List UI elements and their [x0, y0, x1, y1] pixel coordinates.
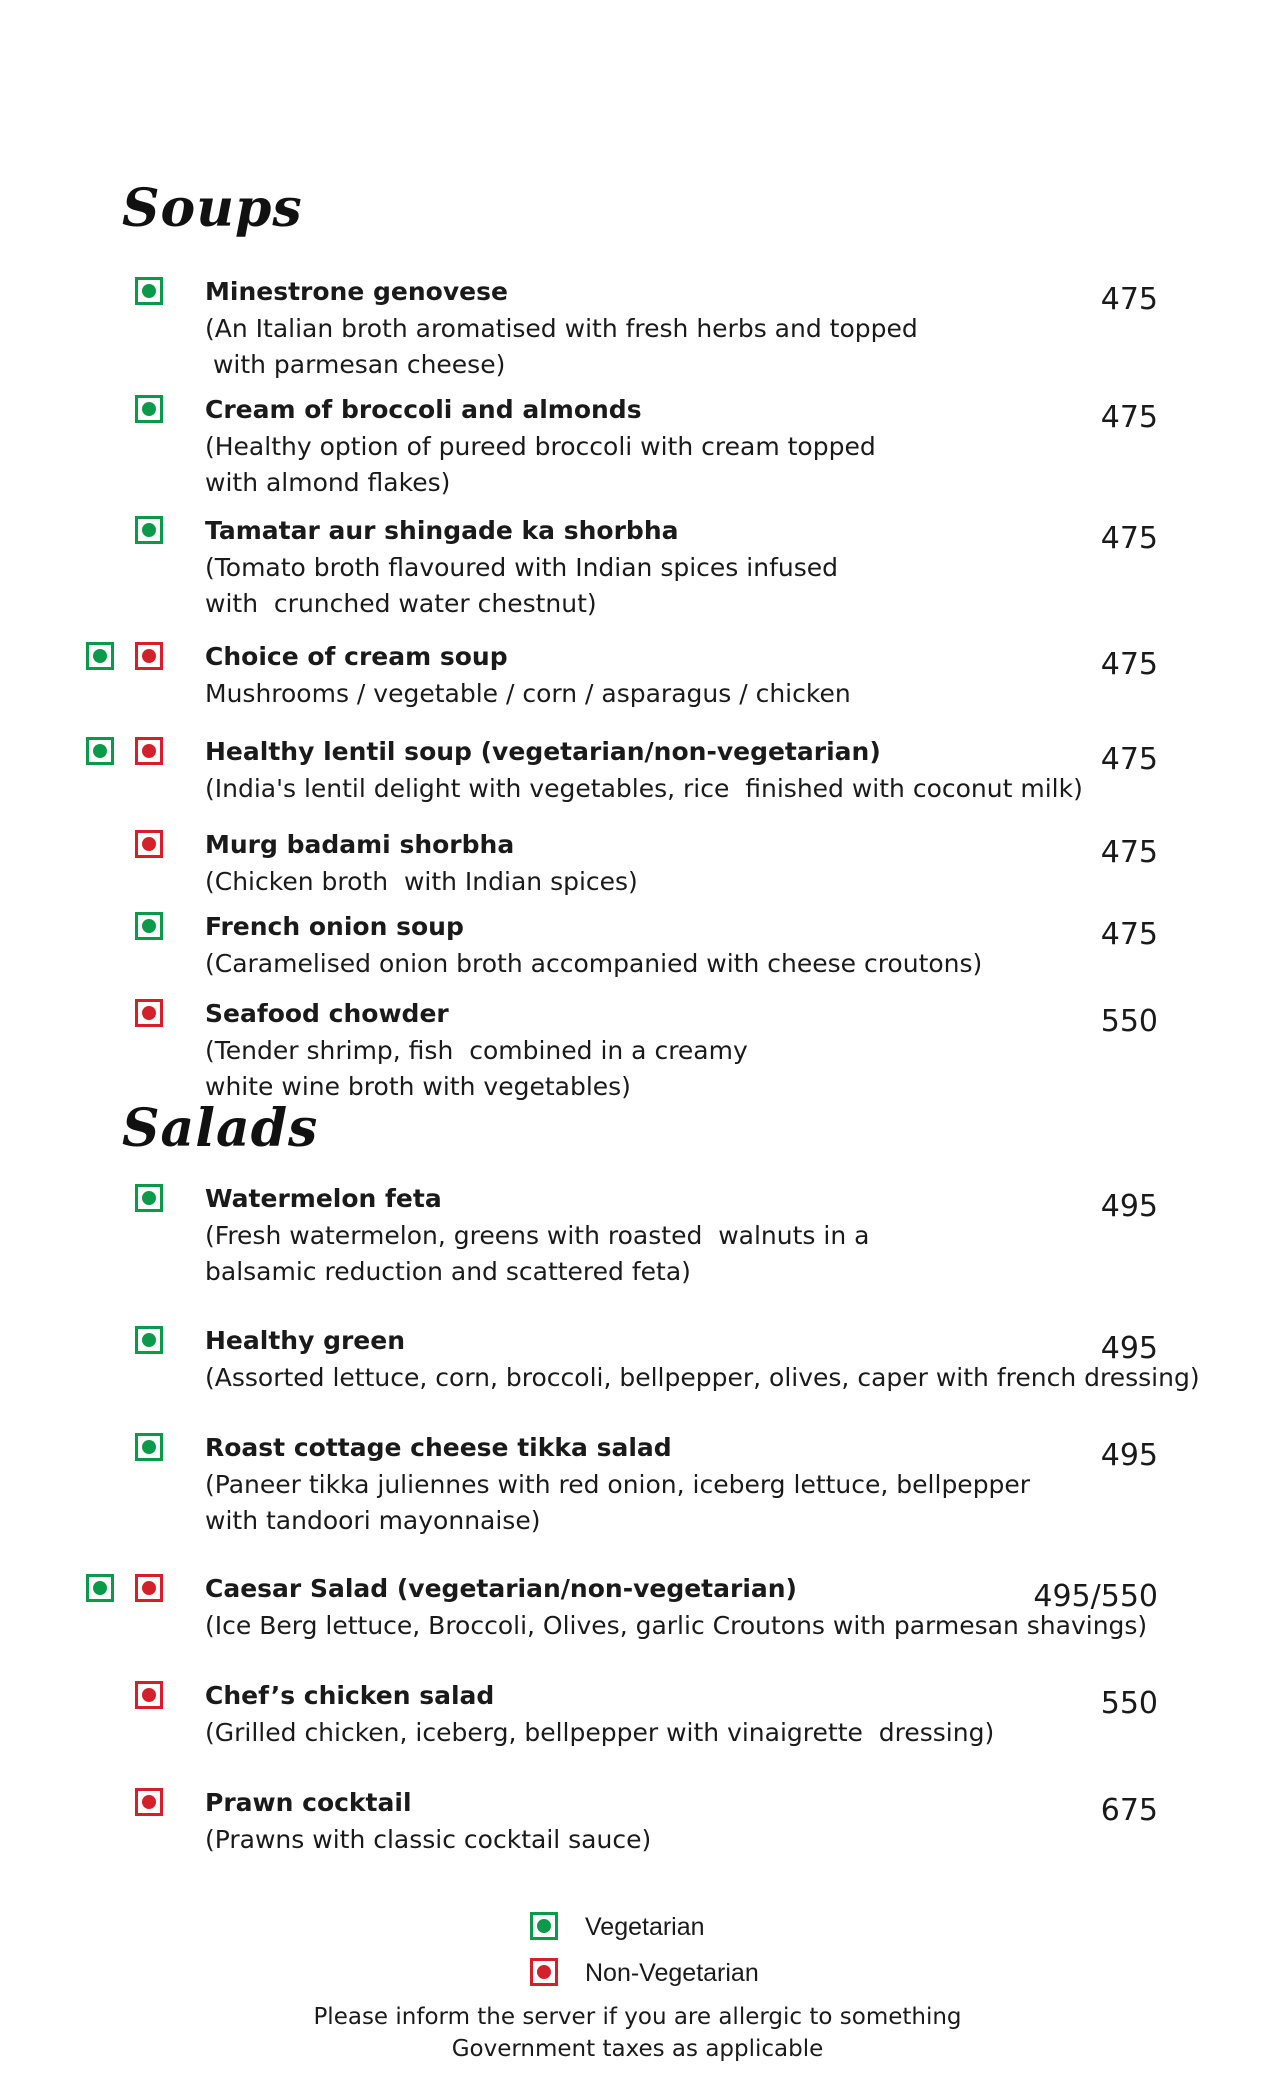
veg-mark-icon: [86, 737, 114, 765]
item-description: (Assorted lettuce, corn, broccoli, bellpepper, olives, caper with french dressing): [205, 1363, 1200, 1392]
item-price: 475: [1100, 742, 1158, 777]
item-name: Cream of broccoli and almonds: [205, 395, 642, 424]
item-description: (Tomato broth flavoured with Indian spices infused with crunched water chestnut): [205, 553, 838, 618]
legend-nonveg: [530, 1956, 930, 1990]
veg-mark-icon: [86, 642, 114, 670]
item-description: (Caramelised onion broth accompanied with cheese croutons): [205, 949, 983, 978]
item-price: 475: [1100, 521, 1158, 556]
item-description: (Prawns with classic cocktail sauce): [205, 1825, 652, 1854]
item-price: 475: [1100, 835, 1158, 870]
allergy-note: Please inform the server if you are allergic to something: [313, 2004, 962, 2030]
veg-mark-icon: [135, 1433, 163, 1461]
veg-mark-icon: [135, 1326, 163, 1354]
nonveg-mark-icon: [135, 1574, 163, 1602]
item-name: Healthy lentil soup (vegetarian/non-vegetarian): [205, 737, 881, 766]
veg-mark-icon: [86, 1574, 114, 1602]
item-description: (Paneer tikka juliennes with red onion, iceberg lettuce, bellpepper with tandoori mayonnaise): [205, 1470, 1031, 1535]
item-price: 495/550: [1033, 1579, 1158, 1614]
item-price: 495: [1100, 1438, 1158, 1473]
item-price: 495: [1100, 1331, 1158, 1366]
item-description: (Grilled chicken, iceberg, bellpepper with vinaigrette dressing): [205, 1718, 995, 1747]
item-name: French onion soup: [205, 912, 464, 941]
item-description: Mushrooms / vegetable / corn / asparagus / chicken: [205, 679, 851, 708]
item-price: 675: [1100, 1793, 1158, 1828]
nonveg-mark-icon: [135, 1788, 163, 1816]
legend-veg-label: Vegetarian: [585, 1913, 705, 1941]
item-price: 550: [1100, 1004, 1158, 1039]
soups-heading: Soups: [122, 178, 303, 239]
item-description: (Fresh watermelon, greens with roasted walnuts in a balsamic reduction and scattered feta): [205, 1221, 870, 1286]
item-description: (Chicken broth with Indian spices): [205, 867, 638, 896]
item-description: (Healthy option of pureed broccoli with cream topped with almond flakes): [205, 432, 876, 497]
salads-heading: Salads: [122, 1098, 319, 1159]
item-name: Murg badami shorbha: [205, 830, 515, 859]
veg-mark-icon: [135, 395, 163, 423]
item-name: Choice of cream soup: [205, 642, 508, 671]
veg-mark-icon: [135, 912, 163, 940]
tax-note: Government taxes as applicable: [451, 2036, 824, 2062]
nonveg-mark-icon: [135, 642, 163, 670]
item-description: (India's lentil delight with vegetables, rice finished with coconut milk): [205, 774, 1083, 803]
legend-veg: [530, 1910, 930, 1944]
veg-mark-icon: [530, 1912, 558, 1940]
item-price: 475: [1100, 400, 1158, 435]
veg-mark-icon: [135, 516, 163, 544]
item-name: Prawn cocktail: [205, 1788, 412, 1817]
item-name: Tamatar aur shingade ka shorbha: [205, 516, 679, 545]
legend-nonveg-label: Non-Vegetarian: [585, 1959, 759, 1987]
nonveg-mark-icon: [135, 999, 163, 1027]
item-name: Watermelon feta: [205, 1184, 442, 1213]
item-price: 550: [1100, 1686, 1158, 1721]
item-description: (Tender shrimp, fish combined in a creamy white wine broth with vegetables): [205, 1036, 748, 1101]
item-description: (An Italian broth aromatised with fresh herbs and topped with parmesan cheese): [205, 314, 918, 379]
item-price: 475: [1100, 282, 1158, 317]
nonveg-mark-icon: [135, 1681, 163, 1709]
item-name: Seafood chowder: [205, 999, 449, 1028]
nonveg-mark-icon: [135, 737, 163, 765]
veg-mark-icon: [135, 277, 163, 305]
item-name: Minestrone genovese: [205, 277, 508, 306]
item-description: (Ice Berg lettuce, Broccoli, Olives, garlic Croutons with parmesan shavings): [205, 1611, 1148, 1640]
item-name: Healthy green: [205, 1326, 405, 1355]
item-name: Chef’s chicken salad: [205, 1681, 495, 1710]
veg-mark-icon: [135, 1184, 163, 1212]
item-price: 475: [1100, 917, 1158, 952]
nonveg-mark-icon: [530, 1958, 558, 1986]
nonveg-mark-icon: [135, 830, 163, 858]
item-price: 495: [1100, 1189, 1158, 1224]
item-price: 475: [1100, 647, 1158, 682]
item-name: Caesar Salad (vegetarian/non-vegetarian): [205, 1574, 797, 1603]
item-name: Roast cottage cheese tikka salad: [205, 1433, 672, 1462]
